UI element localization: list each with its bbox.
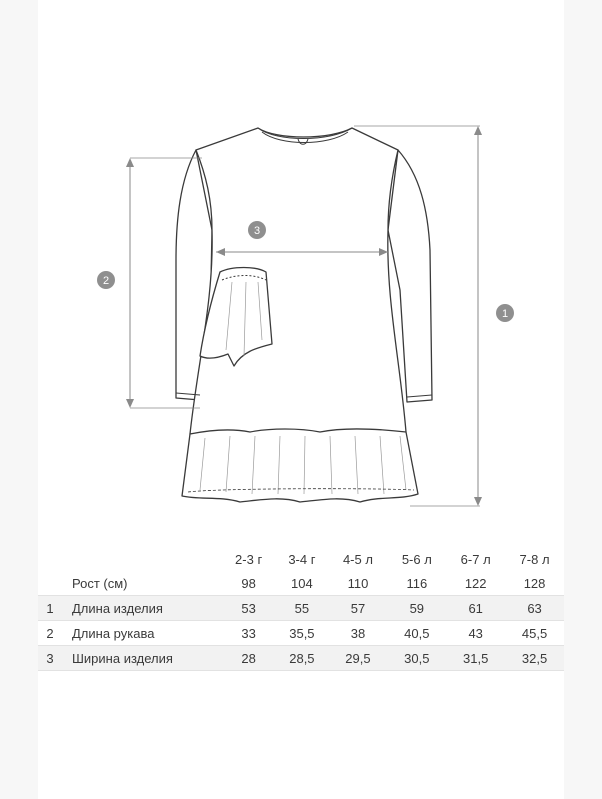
table-cell: 31,5 (446, 646, 505, 671)
table-cell: 33 (222, 621, 275, 646)
table-cell: 59 (387, 596, 446, 621)
row-number (38, 571, 62, 596)
table-cell: 28 (222, 646, 275, 671)
table-cell: 40,5 (387, 621, 446, 646)
row-label: Ширина изделия (62, 646, 222, 671)
table-cell: 43 (446, 621, 505, 646)
table-cell: 55 (275, 596, 328, 621)
row-label: Длина изделия (62, 596, 222, 621)
table-cell: 61 (446, 596, 505, 621)
ruffle-hem (182, 429, 418, 502)
table-cell: 110 (329, 571, 388, 596)
svg-text:3: 3 (253, 225, 261, 237)
table-cell: 38 (329, 621, 388, 646)
table-cell: 98 (222, 571, 275, 596)
row-label: Рост (см) (62, 571, 222, 596)
size-column-header: 4-5 л (342, 551, 373, 567)
size-column-header: 2-3 г (235, 551, 263, 567)
table-cell: 57 (329, 596, 388, 621)
size-column-header: 6-7 л (460, 551, 491, 567)
size-column-header: 5-6 л (401, 551, 432, 567)
svg-text:2: 2 (102, 275, 110, 287)
marker-1 (496, 304, 514, 322)
table-cell: 122 (446, 571, 505, 596)
row-label: Длина рукава (62, 621, 222, 646)
table-cell: 29,5 (329, 646, 388, 671)
table-row-height (38, 571, 564, 596)
svg-text:1: 1 (501, 308, 509, 320)
size-column-header: 7-8 л (519, 551, 550, 567)
table-cell: 45,5 (505, 621, 564, 646)
table-cell: 116 (387, 571, 446, 596)
table-cell: 28,5 (275, 646, 328, 671)
table-cell: 30,5 (387, 646, 446, 671)
size-chart-table (38, 547, 564, 671)
size-column-header: 3-4 г (288, 551, 316, 567)
table-cell: 53 (222, 596, 275, 621)
row-number: 2 (38, 621, 62, 646)
table-row-length (38, 596, 564, 621)
table-row-sleeve (38, 621, 564, 646)
table-cell: 32,5 (505, 646, 564, 671)
table-cell: 63 (505, 596, 564, 621)
table-row-width (38, 646, 564, 671)
table-cell: 35,5 (275, 621, 328, 646)
table-cell: 128 (505, 571, 564, 596)
marker-3 (248, 221, 266, 239)
row-number: 3 (38, 646, 62, 671)
row-number: 1 (38, 596, 62, 621)
size-header-row (38, 547, 564, 571)
table-cell: 104 (275, 571, 328, 596)
marker-2 (97, 271, 115, 289)
